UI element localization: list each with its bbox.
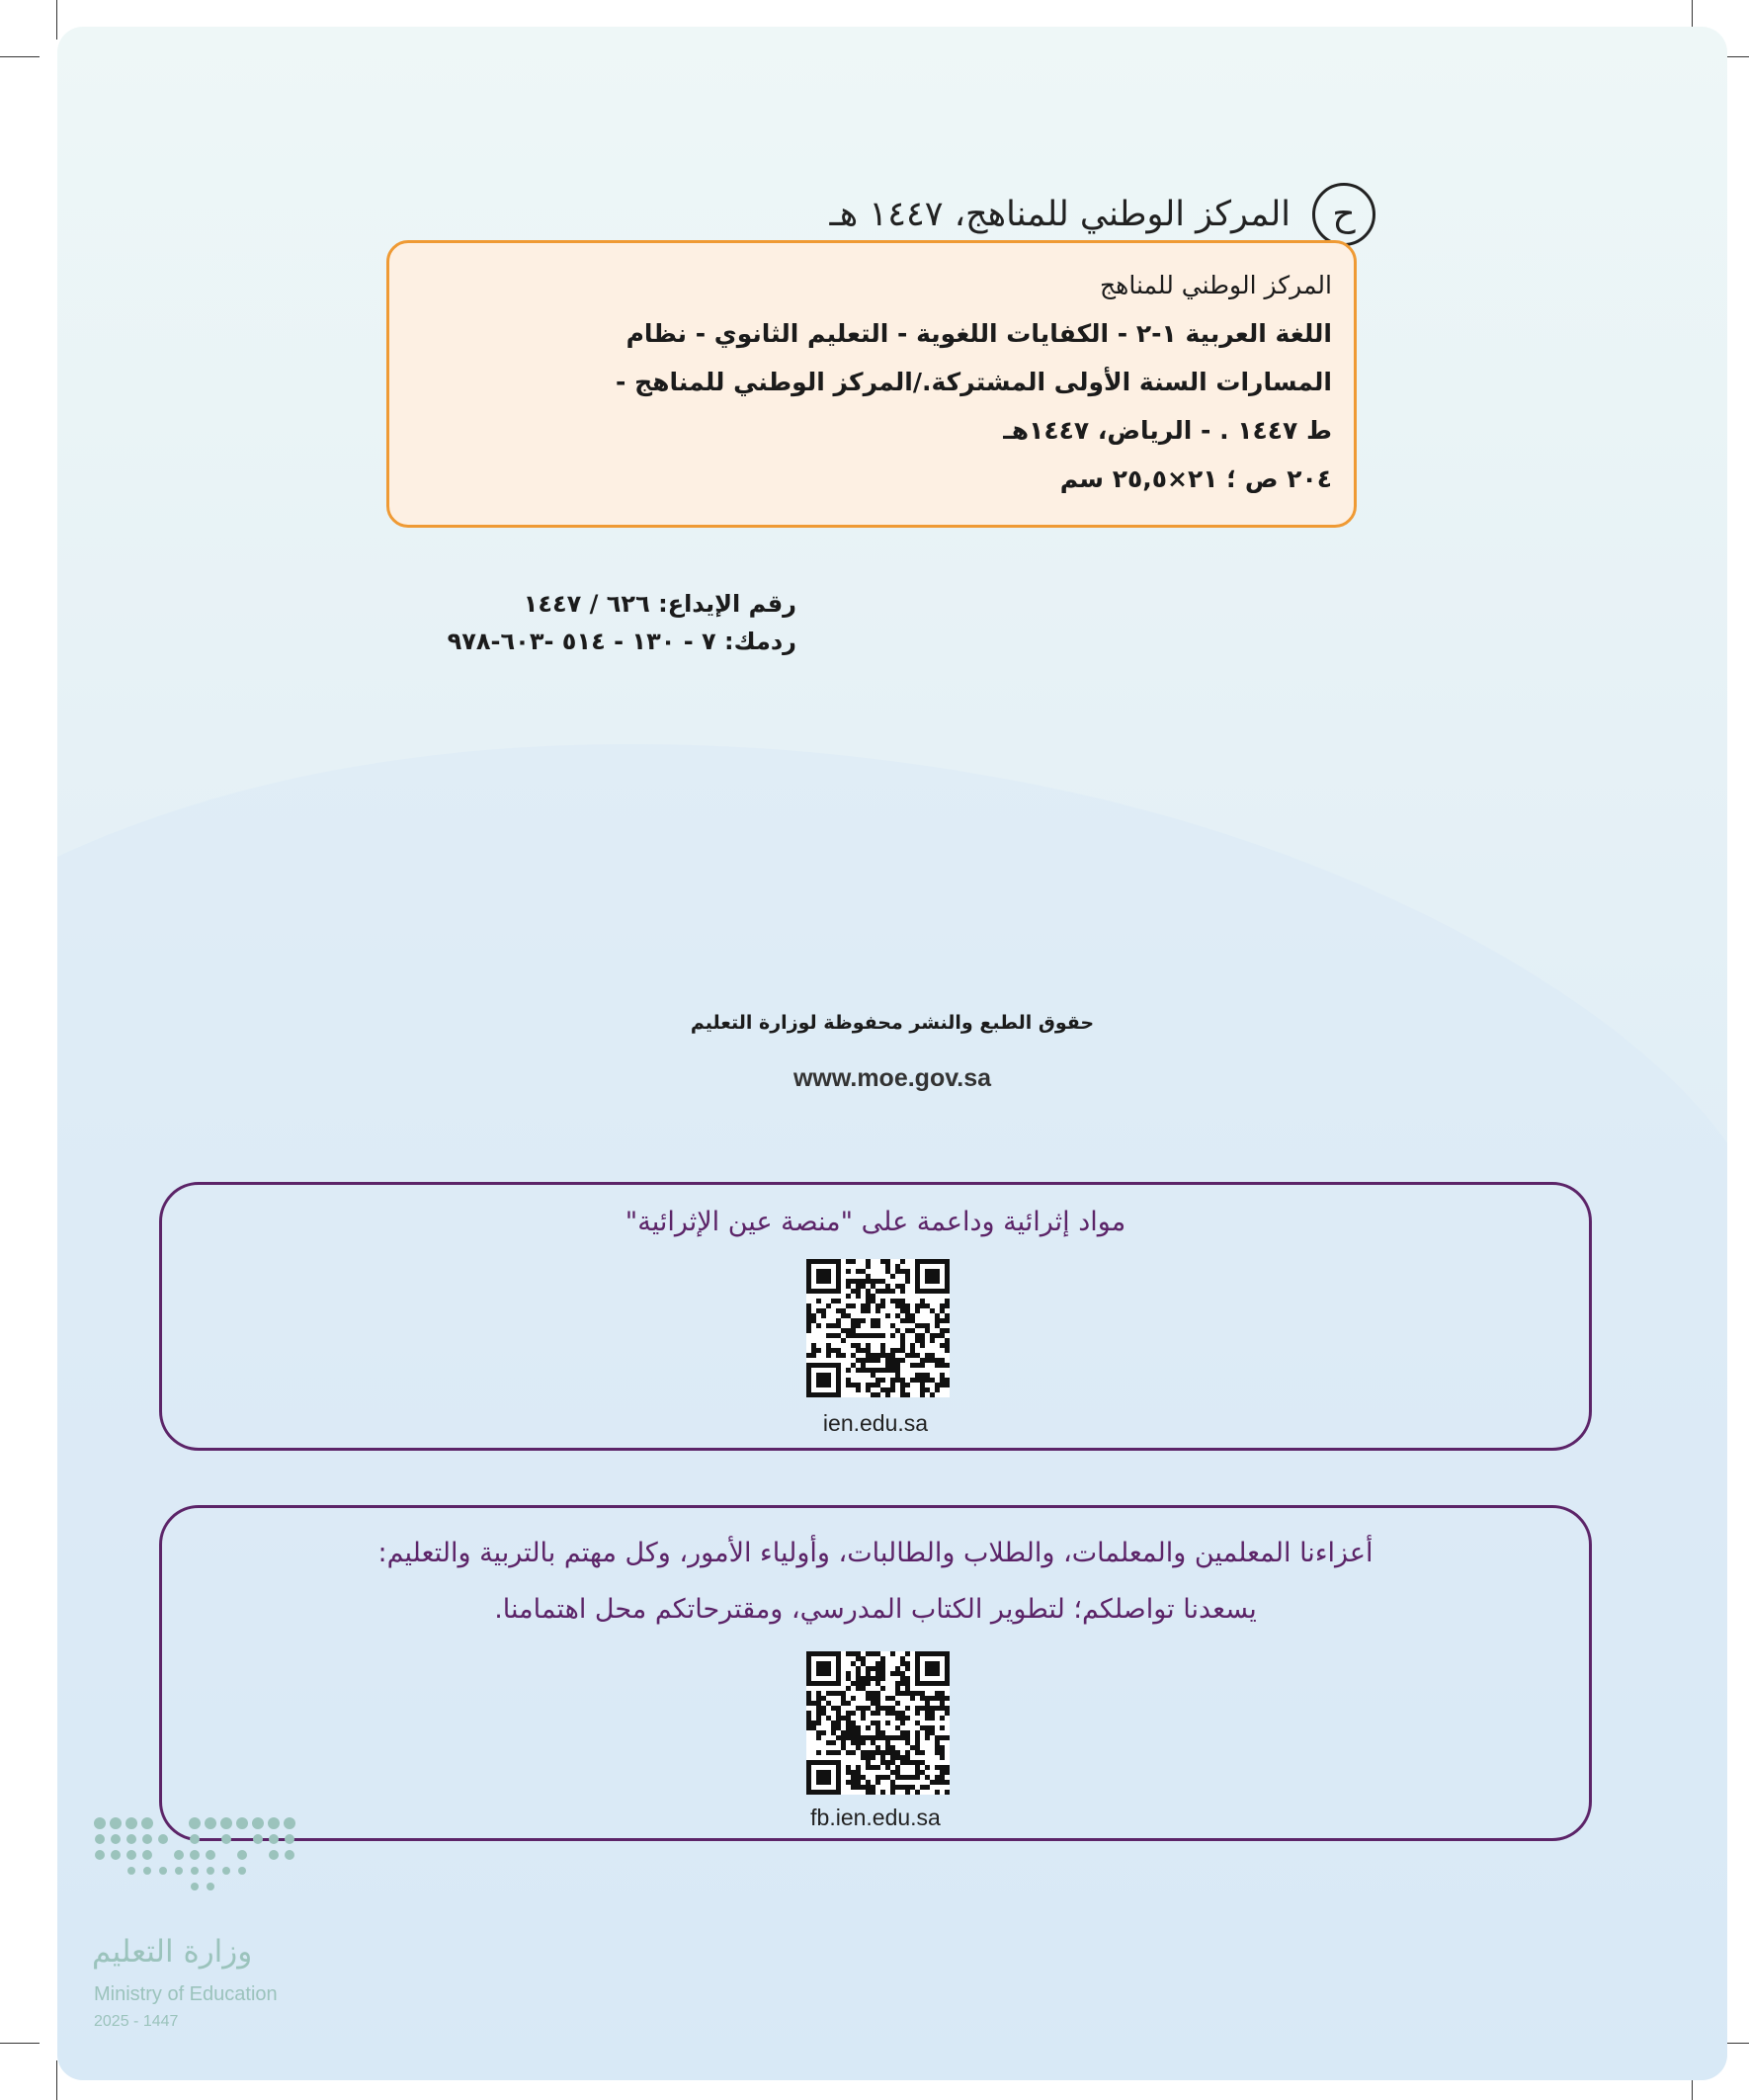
deposit-info (393, 585, 796, 660)
logo-dot (126, 1834, 136, 1844)
logo-dot (189, 1817, 201, 1829)
ien-url[interactable]: ien.edu.sa (822, 1410, 929, 1436)
logo-dot (238, 1867, 246, 1875)
ministry-logo-english: Ministry of Education (94, 1983, 278, 2005)
website-link[interactable]: www.moe.gov.sa (792, 1064, 992, 1092)
logo-dot (141, 1817, 153, 1829)
logo-dot (284, 1817, 295, 1829)
logo-dot (142, 1850, 152, 1860)
page (57, 27, 1727, 2080)
logo-dot (158, 1834, 168, 1844)
logo-dot (143, 1867, 151, 1875)
catalog-line-pages: ٢٠٤ ص ؛ ٢١×٢٥,٥ سم (1059, 464, 1332, 493)
logo-dot (269, 1834, 279, 1844)
logo-dot (207, 1883, 214, 1890)
logo-dot (207, 1867, 214, 1875)
catalog-record-box (386, 240, 1357, 528)
copyright-notice: حقوق الطبع والنشر محفوظة لوزارة التعليم (690, 1012, 1095, 1034)
logo-dot (95, 1834, 105, 1844)
feedback-line-1: أعزاءنا المعلمين والمعلمات، والطلاب والطالبات، وأولياء الأمور، وكل مهتم بالتربية والتعليم: (377, 1538, 1374, 1568)
crop-mark (0, 56, 40, 57)
logo-dot (285, 1850, 294, 1860)
logo-dot (159, 1867, 167, 1875)
feedback-line-2: يسعدنا تواصلكم؛ لتطوير الكتاب المدرسي، ومقترحاتكم محل اهتمامنا. (494, 1594, 1257, 1625)
logo-dot (236, 1817, 248, 1829)
ien-qr-code[interactable] (806, 1259, 950, 1397)
logo-dot (175, 1867, 183, 1875)
logo-dot (205, 1817, 216, 1829)
logo-dot (94, 1817, 106, 1829)
logo-dot (220, 1817, 232, 1829)
deposit-number: رقم الإيداع: ٦٢٦ / ١٤٤٧ (523, 590, 796, 618)
header-title: المركز الوطني للمناهج، ١٤٤٧ هـ (829, 195, 1291, 234)
ministry-logo-dots (92, 1815, 329, 1914)
logo-dot (142, 1834, 152, 1844)
catalog-line-title-cont: المسارات السنة الأولى المشتركة./المركز الوطني للمناهج - (616, 368, 1332, 396)
logo-dot (125, 1817, 137, 1829)
catalog-line-publisher: المركز الوطني للمناهج (1100, 271, 1332, 299)
logo-dot (190, 1834, 200, 1844)
catalog-line-edition: ط ١٤٤٧ . - الرياض، ١٤٤٧هـ (1003, 416, 1332, 445)
logo-dot (127, 1867, 135, 1875)
logo-dot (191, 1883, 199, 1890)
logo-dot (206, 1850, 215, 1860)
logo-dot (252, 1817, 264, 1829)
circled-letter-symbol: ح (1312, 183, 1375, 246)
logo-dot (95, 1850, 105, 1860)
ministry-logo-arabic: وزارة التعليم (92, 1934, 253, 1970)
feedback-qr-code[interactable] (806, 1651, 950, 1795)
logo-dot (126, 1850, 136, 1860)
logo-dot (268, 1817, 280, 1829)
logo-dot (237, 1850, 247, 1860)
logo-dot (253, 1834, 263, 1844)
ien-platform-panel (159, 1182, 1592, 1451)
feedback-panel (159, 1505, 1592, 1841)
logo-dot (111, 1834, 121, 1844)
logo-dot (269, 1850, 279, 1860)
feedback-url[interactable]: fb.ien.edu.sa (810, 1805, 941, 1830)
catalog-line-title: اللغة العربية ١-٢ - الكفايات اللغوية - التعليم الثانوي - نظام (625, 319, 1332, 348)
logo-dot (111, 1850, 121, 1860)
logo-dot (191, 1867, 199, 1875)
isbn: ردمك: ٧ - ١٣٠ - ٥١٤ -٦٠٣-٩٧٨ (447, 628, 796, 655)
logo-dot (110, 1817, 122, 1829)
ien-panel-title: مواد إثرائية وداعمة على "منصة عين الإثرائية" (625, 1207, 1126, 1237)
logo-dot (221, 1834, 231, 1844)
logo-dot (174, 1850, 184, 1860)
ministry-logo-year: 2025 - 1447 (94, 2013, 179, 2030)
logo-dot (285, 1834, 294, 1844)
logo-dot (222, 1867, 230, 1875)
logo-dot (190, 1850, 200, 1860)
crop-mark (0, 2043, 40, 2044)
